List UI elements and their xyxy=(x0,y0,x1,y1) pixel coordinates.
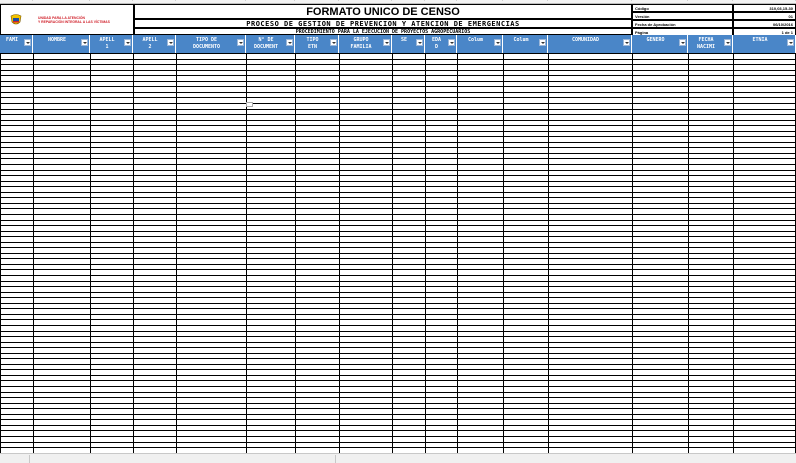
column-header-label: Colum xyxy=(513,37,529,43)
grid-row-line xyxy=(0,380,796,381)
grid-row-line xyxy=(0,247,796,248)
column-header-label: GENERO xyxy=(646,37,665,43)
grid-row-line xyxy=(0,214,796,215)
grid-row-line xyxy=(0,336,796,337)
logo-text-line2: Y REPARACIÓN INTEGRAL A LAS VÍCTIMAS xyxy=(38,20,110,24)
filter-dropdown-icon[interactable] xyxy=(286,39,293,46)
column-letter[interactable] xyxy=(133,0,176,1)
column-header[interactable] xyxy=(90,35,133,53)
column-header-label: Colum xyxy=(467,37,484,43)
grid-row-line xyxy=(0,414,796,415)
grid-row-line xyxy=(0,75,796,76)
column-headers xyxy=(0,35,796,53)
grid-row-line xyxy=(0,275,796,276)
form-title: FORMATO UNICO DE CENSO xyxy=(134,4,632,19)
grid-row-line xyxy=(0,192,796,193)
grid-row-line xyxy=(0,397,796,398)
grid-row-line xyxy=(0,308,796,309)
column-header[interactable] xyxy=(503,35,548,53)
grid-row-line xyxy=(0,292,796,293)
column-header-label: ETNIA xyxy=(752,37,768,43)
filter-dropdown-icon[interactable] xyxy=(383,39,390,46)
column-letter[interactable] xyxy=(339,0,392,1)
grid-row-line xyxy=(0,436,796,437)
filter-dropdown-icon[interactable] xyxy=(448,39,455,46)
grid-row-line xyxy=(0,408,796,409)
filter-dropdown-icon[interactable] xyxy=(237,39,244,46)
column-header[interactable] xyxy=(688,35,733,53)
grid-row-line xyxy=(0,442,796,443)
grid-row-line xyxy=(0,103,796,104)
column-header[interactable] xyxy=(457,35,503,53)
logo-cell xyxy=(0,4,134,35)
filter-dropdown-icon[interactable] xyxy=(494,39,501,46)
column-header-label: FECHA NACIMI xyxy=(696,37,716,50)
column-header-label: N° DE DOCUMENT xyxy=(253,37,279,50)
column-header-label: FAMI xyxy=(5,37,19,43)
grid-row-line xyxy=(0,131,796,132)
data-grid[interactable] xyxy=(0,53,796,453)
column-header-label: APELL 1 xyxy=(99,37,115,50)
meta-value: 06/10/2016 xyxy=(733,20,796,28)
grid-row-line xyxy=(0,447,796,448)
grid-row-line xyxy=(0,419,796,420)
column-header[interactable] xyxy=(0,35,33,53)
grid-row-line xyxy=(0,253,796,254)
filter-dropdown-icon[interactable] xyxy=(724,39,731,46)
column-letter[interactable] xyxy=(246,0,295,1)
grid-row-line xyxy=(0,59,796,60)
grid-row-line xyxy=(0,125,796,126)
grid-row-line xyxy=(0,186,796,187)
form-subtitle: PROCESO DE GESTION DE PREVENCION Y ATENCION DE EMERGENCIAS xyxy=(134,19,632,28)
sheet-tabs-bar xyxy=(0,453,796,463)
grid-row-line xyxy=(0,297,796,298)
sheet-tab[interactable] xyxy=(296,455,336,463)
grid-row-line xyxy=(0,392,796,393)
grid-row-line xyxy=(0,164,796,165)
column-letter[interactable] xyxy=(503,0,548,1)
grid-row-line xyxy=(0,258,796,259)
grid-row-line xyxy=(0,314,796,315)
column-header[interactable] xyxy=(339,35,392,53)
grid-row-line xyxy=(0,286,796,287)
column-letter[interactable] xyxy=(425,0,457,1)
column-header-label: COMUNIDAD xyxy=(571,37,600,43)
column-header[interactable] xyxy=(246,35,295,53)
filter-dropdown-icon[interactable] xyxy=(787,39,794,46)
grid-row-line xyxy=(0,353,796,354)
column-letter[interactable] xyxy=(33,0,90,1)
column-header[interactable] xyxy=(33,35,90,53)
meta-label: Página xyxy=(632,28,733,36)
grid-row-line xyxy=(0,53,796,54)
column-header[interactable] xyxy=(295,35,339,53)
grid-row-line xyxy=(0,325,796,326)
filter-dropdown-icon[interactable] xyxy=(330,39,337,46)
grid-row-line xyxy=(0,269,796,270)
column-header[interactable] xyxy=(548,35,632,53)
meta-label: Versión xyxy=(632,12,733,20)
column-header[interactable] xyxy=(176,35,246,53)
coat-of-arms-icon xyxy=(9,14,23,26)
grid-row-line xyxy=(0,242,796,243)
column-letter[interactable] xyxy=(733,0,796,1)
tab-scroll-button[interactable] xyxy=(0,455,30,463)
grid-row-line xyxy=(0,142,796,143)
filter-dropdown-icon[interactable] xyxy=(124,39,131,46)
grid-row-line xyxy=(0,114,796,115)
grid-row-line xyxy=(0,386,796,387)
grid-row-line xyxy=(0,319,796,320)
column-letter[interactable] xyxy=(632,0,688,1)
grid-row-line xyxy=(0,403,796,404)
meta-value: 01 xyxy=(733,12,796,20)
filter-dropdown-icon[interactable] xyxy=(24,39,31,46)
column-letter[interactable] xyxy=(295,0,339,1)
grid-row-line xyxy=(0,120,796,121)
column-header[interactable] xyxy=(133,35,176,53)
column-letter[interactable] xyxy=(0,0,33,1)
grid-row-line xyxy=(0,331,796,332)
logo-text-line1: UNIDAD PARA LA ATENCIÓN xyxy=(38,16,85,20)
filter-dropdown-icon[interactable] xyxy=(623,39,630,46)
column-letter[interactable] xyxy=(392,0,425,1)
grid-row-line xyxy=(0,236,796,237)
column-letter[interactable] xyxy=(548,0,632,1)
column-header[interactable] xyxy=(392,35,425,53)
meta-label: Código xyxy=(632,4,733,12)
grid-row-line xyxy=(0,97,796,98)
grid-row-line xyxy=(0,375,796,376)
column-header-label: EDA D xyxy=(431,37,442,50)
column-header[interactable] xyxy=(733,35,796,53)
column-header-label: TIPO ETN xyxy=(306,37,319,50)
fill-handle[interactable] xyxy=(246,102,253,107)
grid-row-line xyxy=(0,264,796,265)
column-header-label: NOMBRE xyxy=(47,37,67,43)
grid-row-line xyxy=(0,203,796,204)
column-letter[interactable] xyxy=(457,0,503,1)
meta-value: 1 de 1 xyxy=(733,28,796,36)
filter-dropdown-icon[interactable] xyxy=(81,39,88,46)
grid-row-line xyxy=(0,220,796,221)
grid-row-line xyxy=(0,197,796,198)
grid-row-line xyxy=(0,92,796,93)
procedure-title: PROCEDIMIENTO PARA LA EJECUCIÓN DE PROYECTOS AGROPECUARIOS xyxy=(134,28,632,35)
grid-row-line xyxy=(0,136,796,137)
grid-row-line xyxy=(0,342,796,343)
grid-row-line xyxy=(0,70,796,71)
grid-row-line xyxy=(0,369,796,370)
grid-row-line xyxy=(0,64,796,65)
grid-row-line xyxy=(0,153,796,154)
filter-dropdown-icon[interactable] xyxy=(539,39,546,46)
grid-row-line xyxy=(0,158,796,159)
grid-row-line xyxy=(0,231,796,232)
form-header xyxy=(0,4,796,35)
grid-row-line xyxy=(0,81,796,82)
column-header-label: TIPO DE DOCUMENTO xyxy=(192,37,221,50)
grid-row-line xyxy=(0,347,796,348)
grid-row-line xyxy=(0,364,796,365)
meta-value: 310,03,15-30 xyxy=(733,4,796,12)
grid-row-line xyxy=(0,86,796,87)
grid-row-line xyxy=(0,430,796,431)
column-letter[interactable] xyxy=(176,0,246,1)
filter-dropdown-icon[interactable] xyxy=(679,39,686,46)
grid-row-line xyxy=(0,208,796,209)
meta-label: Fecha de Aprobación xyxy=(632,20,733,28)
grid-row-line xyxy=(0,225,796,226)
grid-row-line xyxy=(0,175,796,176)
column-letter[interactable] xyxy=(90,0,133,1)
column-header-label: APELL 2 xyxy=(142,37,158,50)
grid-row-line xyxy=(0,303,796,304)
filter-dropdown-icon[interactable] xyxy=(167,39,174,46)
grid-row-line xyxy=(0,147,796,148)
column-header-label: SE xyxy=(400,37,408,43)
filter-dropdown-icon[interactable] xyxy=(416,39,423,46)
grid-row-line xyxy=(0,358,796,359)
grid-row-line xyxy=(0,170,796,171)
grid-row-line xyxy=(0,281,796,282)
grid-row-line xyxy=(0,425,796,426)
column-header[interactable] xyxy=(632,35,688,53)
column-header[interactable] xyxy=(425,35,457,53)
grid-row-line xyxy=(0,181,796,182)
grid-row-line xyxy=(0,109,796,110)
column-letter[interactable] xyxy=(688,0,733,1)
column-header-label: GRUPO FAMILIA xyxy=(350,37,372,50)
